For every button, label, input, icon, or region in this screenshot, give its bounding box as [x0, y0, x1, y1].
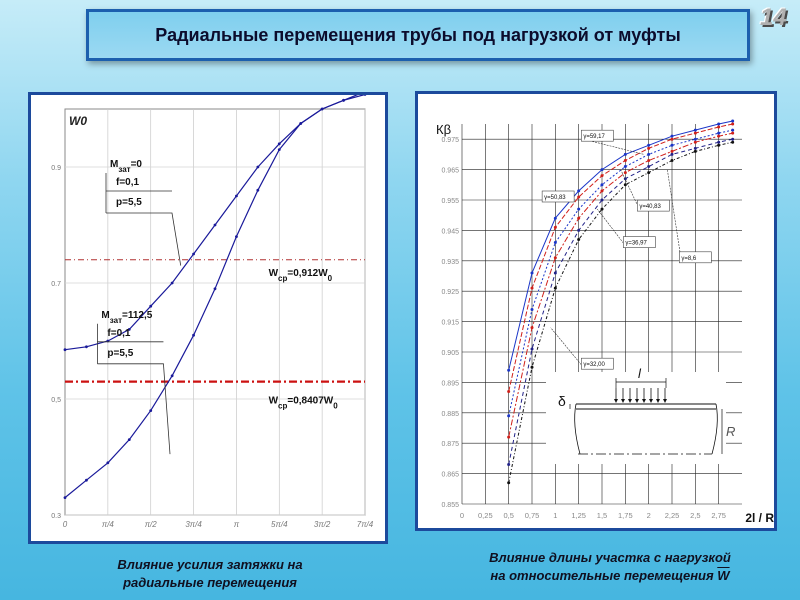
right-series-point: [731, 132, 734, 135]
left-chart: [31, 95, 385, 541]
left-x-tick-label: 7π/4: [356, 520, 374, 529]
left-x-tick-label: 5π/4: [271, 520, 288, 529]
left-series-point: [85, 479, 88, 482]
right-series-point: [577, 238, 580, 241]
right-x-tick-label: 2,75: [711, 511, 726, 520]
right-y-tick-label: 0.955: [441, 198, 459, 205]
right-x-tick-label: 0,5: [503, 511, 514, 520]
right-x-tick-label: 0,75: [524, 511, 540, 520]
right-x-tick-label: 2: [646, 511, 651, 520]
left-series-point: [214, 224, 217, 227]
right-series-point: [577, 189, 580, 192]
right-gamma-label: γ=40,83: [639, 204, 661, 211]
right-x-tick-label: 1: [553, 511, 558, 520]
right-series-point: [647, 171, 650, 174]
right-series-point: [647, 153, 650, 156]
right-series-point: [601, 199, 604, 202]
right-caption: [440, 549, 780, 585]
right-series-point: [694, 132, 697, 135]
left-annotation-m: $М_{зат}=112,5$: [101, 309, 153, 325]
right-series-point: [624, 183, 627, 186]
left-y-axis-label: W0: [69, 114, 87, 128]
right-series-point: [717, 132, 720, 135]
left-series-point: [64, 348, 67, 351]
right-gamma-label: γ=32,00: [583, 362, 605, 369]
right-y-tick-label: 0.895: [441, 380, 459, 388]
right-series-point: [507, 369, 510, 372]
right-series-point: [694, 150, 697, 153]
right-series-point: [601, 189, 604, 192]
right-series-point: [731, 123, 734, 126]
right-y-tick-label: 0.915: [441, 319, 459, 327]
right-series-point: [717, 123, 720, 126]
right-series-point: [717, 141, 720, 144]
right-caption-symbol: $\overline{W}$: [717, 568, 730, 583]
left-caption-line-1: Влияние усилия затяжки на: [117, 557, 303, 572]
right-series-point: [731, 119, 734, 122]
left-series-point: [106, 461, 109, 464]
right-series-point: [577, 208, 580, 211]
left-series-point: [128, 438, 131, 441]
right-y-tick-label: 0.965: [441, 167, 459, 175]
right-series-point: [531, 308, 534, 311]
right-series-point: [671, 138, 674, 141]
left-series-point: [171, 282, 174, 285]
right-gamma-leader: [621, 170, 640, 210]
left-series-point: [256, 189, 259, 192]
right-series-point: [624, 165, 627, 168]
right-caption-line-2-text: на относительные перемещения: [490, 568, 714, 583]
left-caption-line-2: радиальные перемещения: [123, 575, 297, 590]
slide-number: 14: [760, 4, 787, 31]
inset-length-label: l: [638, 366, 641, 381]
right-series-point: [671, 153, 674, 156]
left-series-point: [342, 99, 345, 102]
left-x-tick-label: π/2: [144, 520, 157, 529]
right-caption-line-2: [440, 567, 780, 585]
right-series-point: [507, 414, 510, 417]
right-series-point: [531, 326, 534, 329]
right-series-point: [531, 347, 534, 350]
right-chart: [418, 94, 774, 528]
inset-delta-label: δ: [558, 393, 566, 409]
left-series-point: [235, 235, 238, 238]
right-series-point: [717, 126, 720, 129]
slide-title: Радиальные перемещения трубы под нагрузкой от муфты: [155, 24, 681, 45]
right-series-point: [671, 144, 674, 147]
right-y-tick-label: 0.975: [441, 137, 459, 145]
right-x-tick-label: 1,5: [596, 511, 608, 520]
right-series-point: [554, 256, 557, 259]
right-series-point: [507, 481, 510, 484]
left-annotation-m: $М_{зат}=0$: [110, 159, 142, 174]
left-annotation: [106, 159, 181, 266]
right-series-point: [554, 226, 557, 229]
right-series-point: [647, 159, 650, 162]
right-gamma-label: γ=36,97: [625, 240, 647, 247]
right-series-point: [601, 174, 604, 177]
right-inset-diagram: [546, 366, 735, 464]
left-series-point: [235, 195, 238, 198]
left-annotation-p: p=5,5: [107, 347, 134, 359]
left-chart-panel: [28, 92, 388, 544]
right-series-point: [671, 159, 674, 162]
left-x-tick-label: 3π/2: [313, 520, 331, 529]
right-x-tick-label: 1,75: [618, 511, 633, 520]
inset-radius-label: R: [726, 424, 736, 439]
left-x-tick-label: 0: [62, 520, 68, 529]
right-x-tick-label: 0,25: [478, 511, 493, 520]
right-series-point: [731, 129, 734, 132]
left-annotation-f: f=0,1: [107, 327, 131, 339]
left-series-point: [64, 496, 67, 499]
right-series-point: [694, 138, 697, 141]
right-gamma-label: γ=50,83: [544, 195, 566, 201]
right-series-point: [717, 135, 720, 138]
left-x-tick-label: π/4: [101, 520, 114, 529]
left-y-tick-label: 0.9: [51, 165, 61, 172]
right-series-point: [507, 436, 510, 439]
left-series-line: [65, 95, 365, 498]
right-x-axis-label: 2l / R: [745, 511, 774, 525]
left-series-point: [299, 122, 302, 125]
right-series-point: [577, 229, 580, 232]
right-series-point: [624, 171, 627, 174]
left-series-point: [364, 95, 367, 96]
right-series-point: [577, 195, 580, 198]
left-y-tick-label: 0.3: [51, 513, 61, 520]
right-y-tick-label: 0.935: [441, 258, 459, 266]
right-y-tick-label: 0.865: [441, 471, 459, 479]
right-series-point: [694, 141, 697, 144]
left-annotation-f: f=0,1: [116, 177, 140, 188]
left-y-tick-label: 0.7: [51, 281, 61, 288]
right-series-point: [554, 271, 557, 274]
right-series-point: [694, 129, 697, 132]
left-x-tick-label: 3π/4: [185, 520, 202, 529]
left-reference-label: $W_{ср}=0,912W_0$: [268, 267, 333, 283]
right-series-point: [507, 390, 510, 393]
left-series-point: [321, 108, 324, 111]
right-series-point: [731, 138, 734, 141]
left-series-point: [149, 305, 152, 308]
right-x-tick-label: 0: [459, 511, 465, 520]
right-series-point: [647, 144, 650, 147]
right-series-point: [601, 183, 604, 186]
left-x-tick-label: π: [233, 520, 240, 529]
right-series-point: [694, 147, 697, 150]
right-gamma-leader: [597, 209, 625, 245]
right-series-point: [577, 217, 580, 220]
right-series-point: [531, 271, 534, 274]
right-y-tick-label: 0.875: [441, 441, 459, 449]
right-series-point: [554, 287, 557, 290]
right-series-point: [554, 217, 557, 220]
left-series-line: [65, 95, 365, 350]
right-series-point: [647, 147, 650, 150]
left-series-point: [278, 148, 281, 151]
slide-title-box: [86, 9, 750, 61]
right-x-tick-label: 2,25: [664, 511, 680, 520]
right-y-tick-label: 0.905: [441, 350, 459, 357]
right-series-point: [624, 159, 627, 162]
left-caption: [80, 556, 340, 592]
left-series-point: [85, 345, 88, 348]
left-reference-label: $W_{ср}=0,8407W_0$: [268, 395, 338, 411]
right-series-point: [731, 141, 734, 144]
left-y-tick-label: 0,5: [51, 397, 61, 404]
right-y-tick-label: 0.925: [441, 289, 459, 297]
left-annotation-p: p=5,5: [116, 197, 142, 208]
right-series-point: [601, 208, 604, 211]
right-gamma-label: γ=59,17: [583, 134, 605, 141]
left-series-point: [192, 334, 195, 337]
right-y-tick-label: 0.855: [441, 502, 459, 509]
right-series-point: [647, 165, 650, 168]
right-gamma-label: γ=8,6: [681, 255, 697, 262]
left-series-point: [214, 287, 217, 290]
right-y-tick-label: 0.885: [441, 410, 459, 418]
right-series-point: [671, 150, 674, 153]
right-series-point: [717, 144, 720, 147]
inset-background: [546, 372, 726, 464]
left-series-point: [171, 374, 174, 377]
right-series-point: [507, 463, 510, 466]
right-caption-line-1: Влияние длины участка с нагрузкой: [489, 550, 731, 565]
right-series-point: [531, 366, 534, 369]
left-annotation-leader: [97, 364, 170, 454]
right-y-axis-label: Кβ: [436, 122, 452, 137]
right-series-point: [531, 287, 534, 290]
right-x-tick-label: 1,25: [571, 511, 586, 520]
left-series-point: [192, 253, 195, 256]
right-x-tick-label: 2,5: [690, 511, 701, 520]
right-series-point: [671, 135, 674, 138]
left-series-point: [278, 142, 281, 145]
right-y-tick-label: 0.945: [441, 228, 459, 236]
left-series-point: [256, 166, 259, 169]
right-series-point: [601, 168, 604, 171]
right-chart-panel: [415, 91, 777, 531]
right-series-point: [624, 153, 627, 156]
right-gamma-leader: [667, 170, 681, 261]
right-series-point: [554, 241, 557, 244]
left-series-point: [149, 409, 152, 412]
left-annotation-leader: [106, 213, 181, 266]
